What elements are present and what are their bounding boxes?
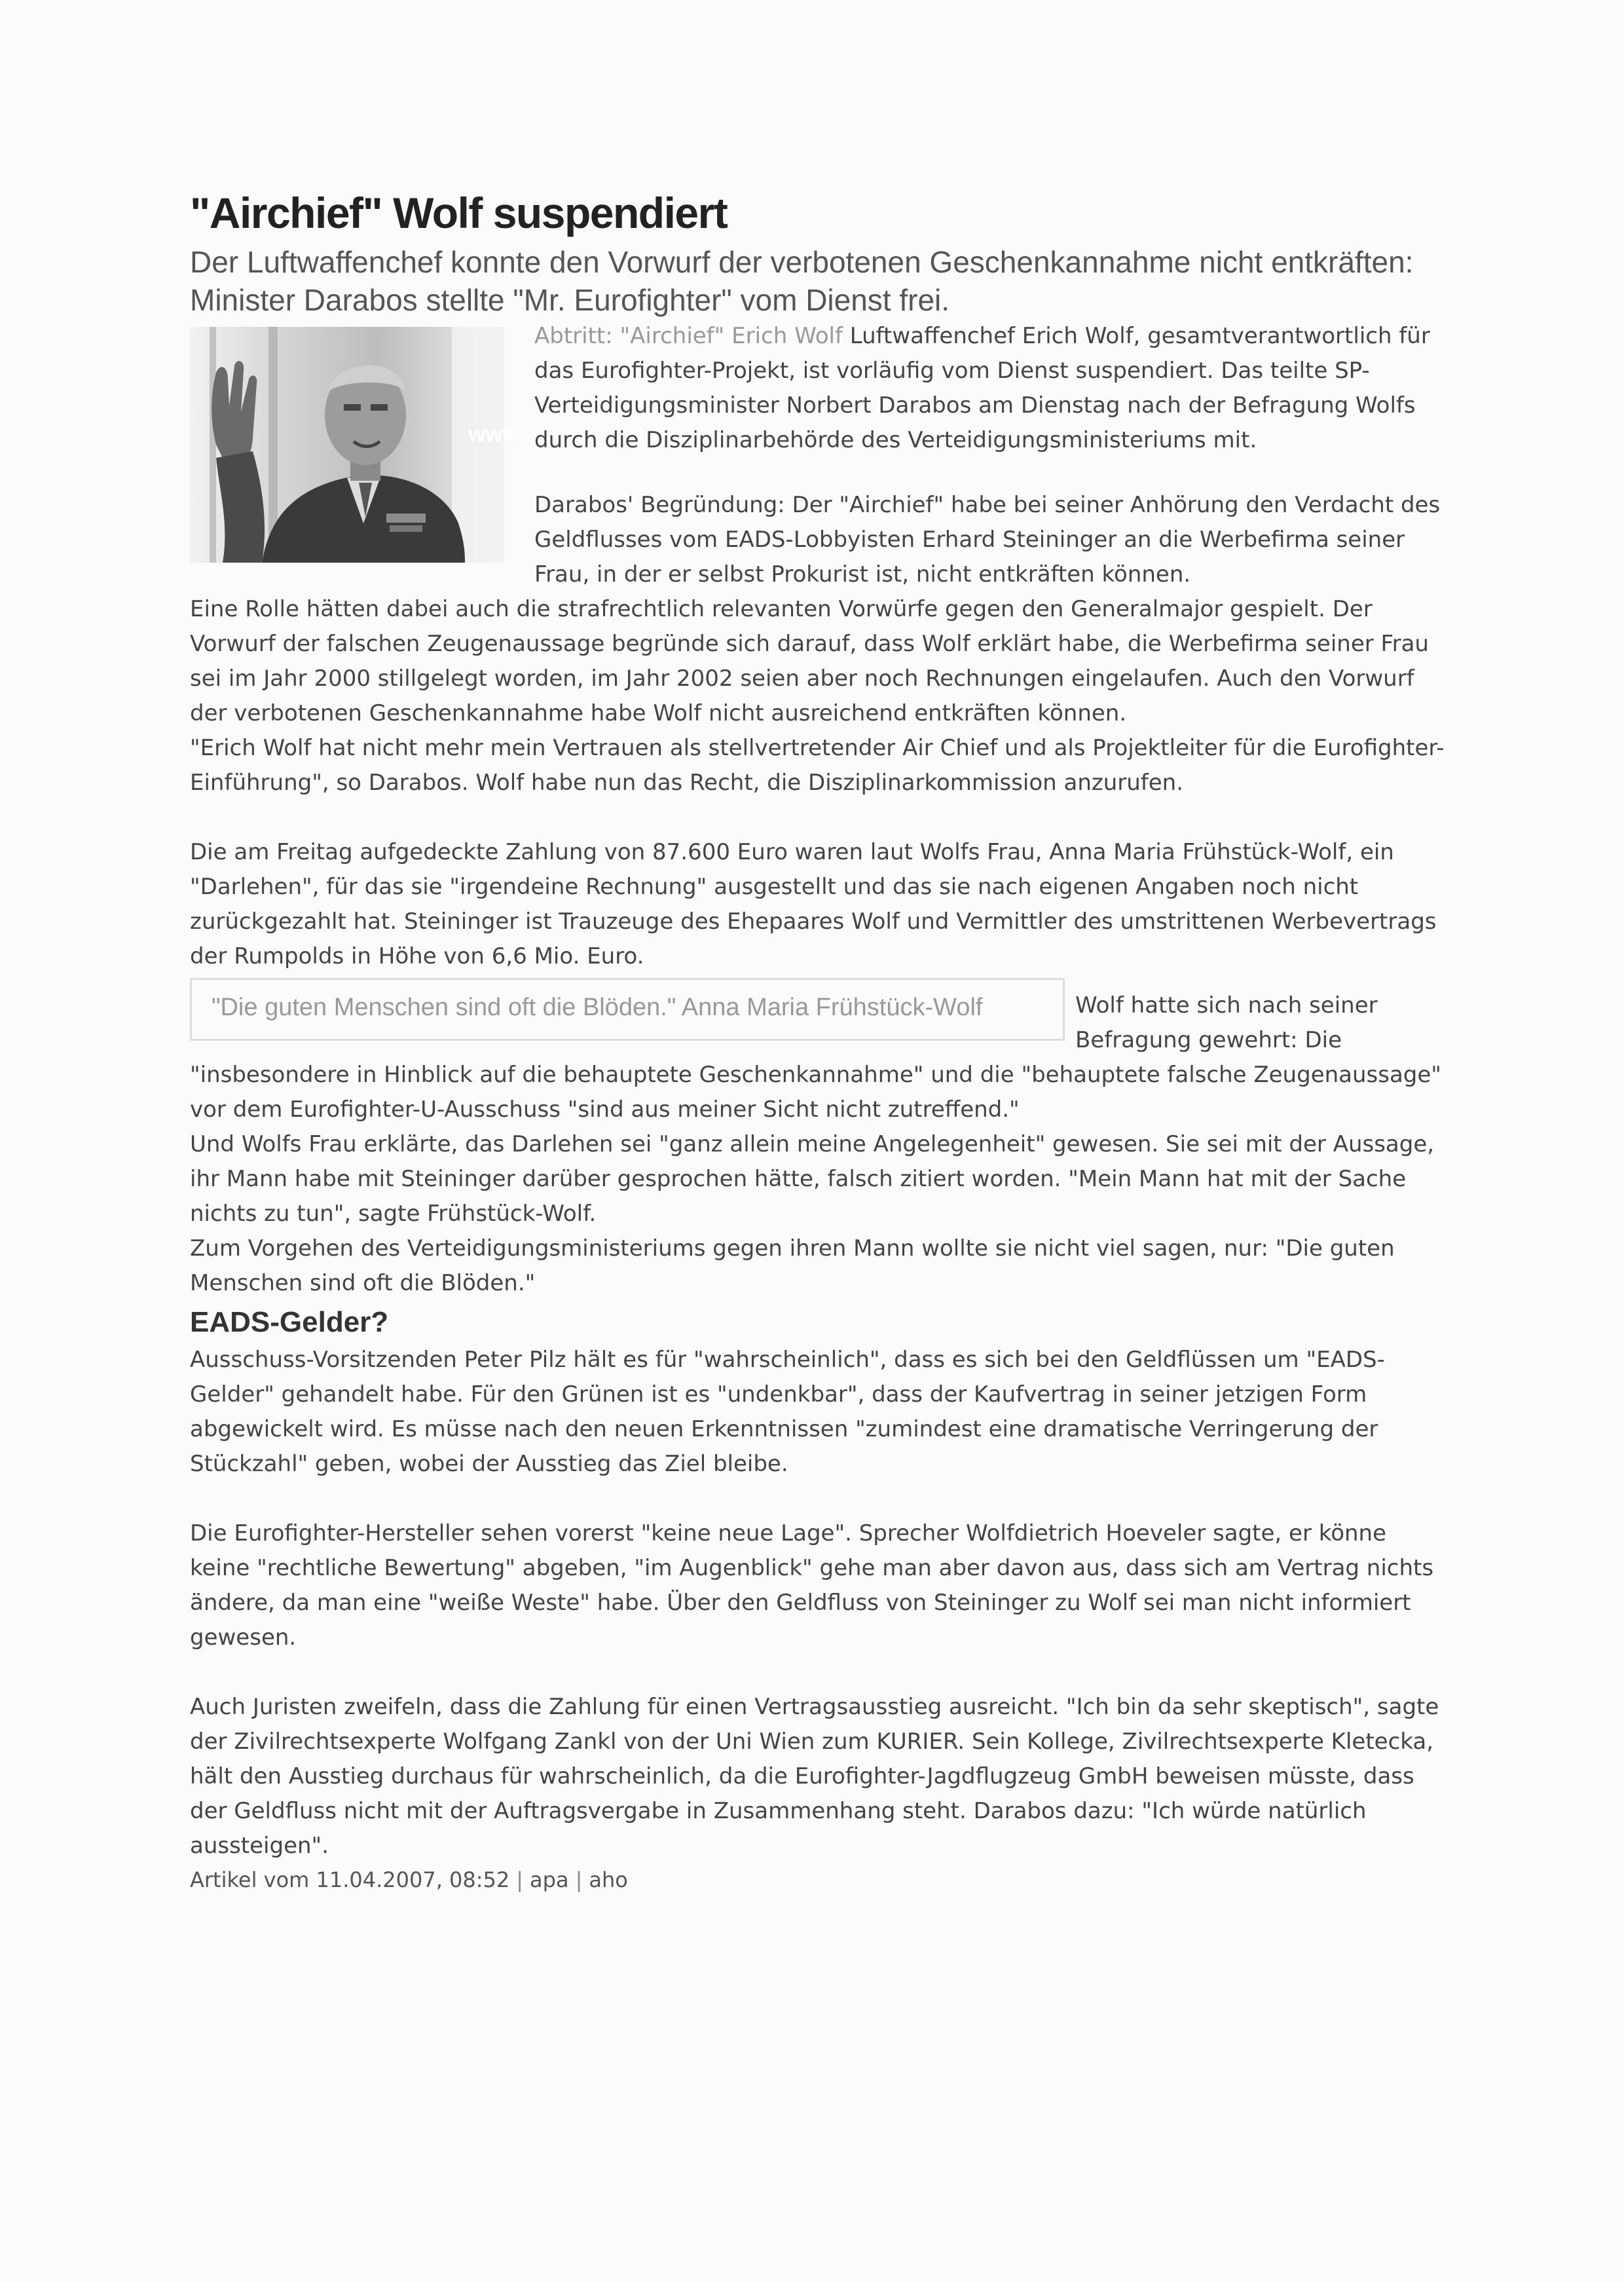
paragraph-2: Eine Rolle hätten dabei auch die strafrechtlich relevanten Vorwürfe gegen den Generalmajor gespielt. Der Vorwurf der falschen Zeugenaussage begründe sich darauf, dass Wolf erklärt habe, die Werbefirma seiner Frau sei im Jahr 2000 stillgelegt worden, im Jahr 2002 seien aber noch Rechnungen eingelaufen. Auch den Vorwurf der verbotenen Geschenkannahme habe Wolf nicht ausreichend entkräften können.: [190, 596, 1429, 726]
headline: "Airchief" Wolf suspendiert: [190, 189, 728, 237]
paragraph-4: Die am Freitag aufgedeckte Zahlung von 87.600 Euro waren laut Wolfs Frau, Anna Maria Frühstück-Wolf, ein "Darlehen", für das sie "irgendeine Rechnung" ausgestellt und das sie nach eigenen Angaben noch nicht zurückgezahlt hat. Steininger ist Trauzeuge des Ehepaares Wolf und Vermittler des umstrittenen Werbevertrags der Rumpolds in Höhe von 6,6 Mio. Euro.: [190, 839, 1437, 969]
paragraph-9: Die Eurofighter-Hersteller sehen vorerst "keine neue Lage". Sprecher Wolfdietrich Hoeveler sagte, er könne keine "rechtliche Bewertung" abgeben, "im Augenblick" gehe man aber davon aus, dass sich am Vertrag nichts ändere, da man eine "weiße Weste" habe. Über den Geldfluss von Steininger zu Wolf sei man nicht informiert gewesen.: [190, 1520, 1434, 1651]
meta-date: Artikel vom 11.04.2007, 08:52: [190, 1867, 510, 1892]
photo-sign-text: www: [468, 422, 521, 447]
article-body: [190, 319, 1447, 1896]
paragraph-3: "Erich Wolf hat nicht mehr mein Vertrauen als stellvertretender Air Chief und als Projektleiter für die Eurofighter-Einführung", so Darabos. Wolf habe nun das Recht, die Disziplinarkommission anzurufen.: [190, 735, 1445, 796]
meta-agency: apa: [530, 1867, 569, 1892]
article-photo: [190, 327, 521, 563]
caption-text: Luftwaffenchef Erich Wolf, gesamtverantwortlich für das Eurofighter-Projekt, ist vorläufig vom Dienst suspendiert. Das teilte SP-Verteidigungsminister Norbert Darabos am Dienstag nach der Befragung Wolfs durch die Disziplinarbehörde des Verteidigungsministeriums mit.: [534, 323, 1430, 453]
paragraph-6: Und Wolfs Frau erklärte, das Darlehen sei "ganz allein meine Angelegenheit" gewesen. Sie sei mit der Aussage, ihr Mann habe mit Steininger darüber gesprochen hätte, falsch zitiert worden. "Mein Mann hat mit der Sache nichts zu tun", sagte Frühstück-Wolf.: [190, 1131, 1435, 1227]
paragraph-7: Zum Vorgehen des Verteidigungsministeriums gegen ihren Mann wollte sie nicht viel sagen, nur: "Die guten Menschen sind oft die Blöden.": [190, 1235, 1395, 1296]
subheading: EADS-Gelder?: [190, 1306, 389, 1338]
paragraph-8: Ausschuss-Vorsitzenden Peter Pilz hält es für "wahrscheinlich", dass es sich bei den Geldflüssen um "EADS-Gelder" gehandelt habe. Für den Grünen ist es "undenkbar", dass der Kaufvertrag in seiner jetzigen Form abgewickelt wird. Es müsse nach den neuen Erkenntnissen "zumindest eine dramatische Verringerung der Stückzahl" geben, wobei der Ausstieg das Ziel bleibe.: [190, 1347, 1385, 1477]
paragraph-1: Darabos' Begründung: Der "Airchief" habe bei seiner Anhörung den Verdacht des Geldflusses vom EADS-Lobbyisten Erhard Steininger an die Werbefirma seiner Frau, in der er selbst Prokurist ist, nicht entkräften können.: [534, 492, 1441, 588]
paragraph-5: Wolf hatte sich nach seiner Befragung gewehrt: Die "insbesondere in Hinblick auf die behauptete Geschenkannahme" und die "behauptete falsche Zeugenaussage" vor dem Eurofighter-U-Ausschuss "sind aus meiner Sicht nicht zutreffend.": [190, 992, 1441, 1123]
lead: Der Luftwaffenchef konnte den Vorwurf der verbotenen Geschenkannahme nicht entkräften: Minister Darabos stellte "Mr. Eurofighter" vom Dienst frei.: [190, 245, 1414, 317]
article-meta: Artikel vom 11.04.2007, 08:52 | apa | aho: [190, 1867, 628, 1892]
meta-author: aho: [589, 1867, 628, 1892]
pull-quote: "Die guten Menschen sind oft die Blöden." Anna Maria Frühstück-Wolf: [190, 978, 1065, 1041]
caption-credit: Abtritt: "Airchief" Erich Wolf: [534, 323, 843, 349]
paragraph-10: Auch Juristen zweifeln, dass die Zahlung für einen Vertragsausstieg ausreicht. "Ich bin da sehr skeptisch", sagte der Zivilrechtsexperte Wolfgang Zankl von der Uni Wien zum KURIER. Sein Kollege, Zivilrechtsexperte Kletecka, hält den Ausstieg durchaus für wahrscheinlich, da die Eurofighter-Jagdflugzeug GmbH beweisen müsste, dass der Geldfluss nicht mit der Auftragsvergabe in Zusammenhang steht. Darabos dazu: "Ich würde natürlich aussteigen".: [190, 1694, 1439, 1859]
article: [190, 187, 1447, 1896]
